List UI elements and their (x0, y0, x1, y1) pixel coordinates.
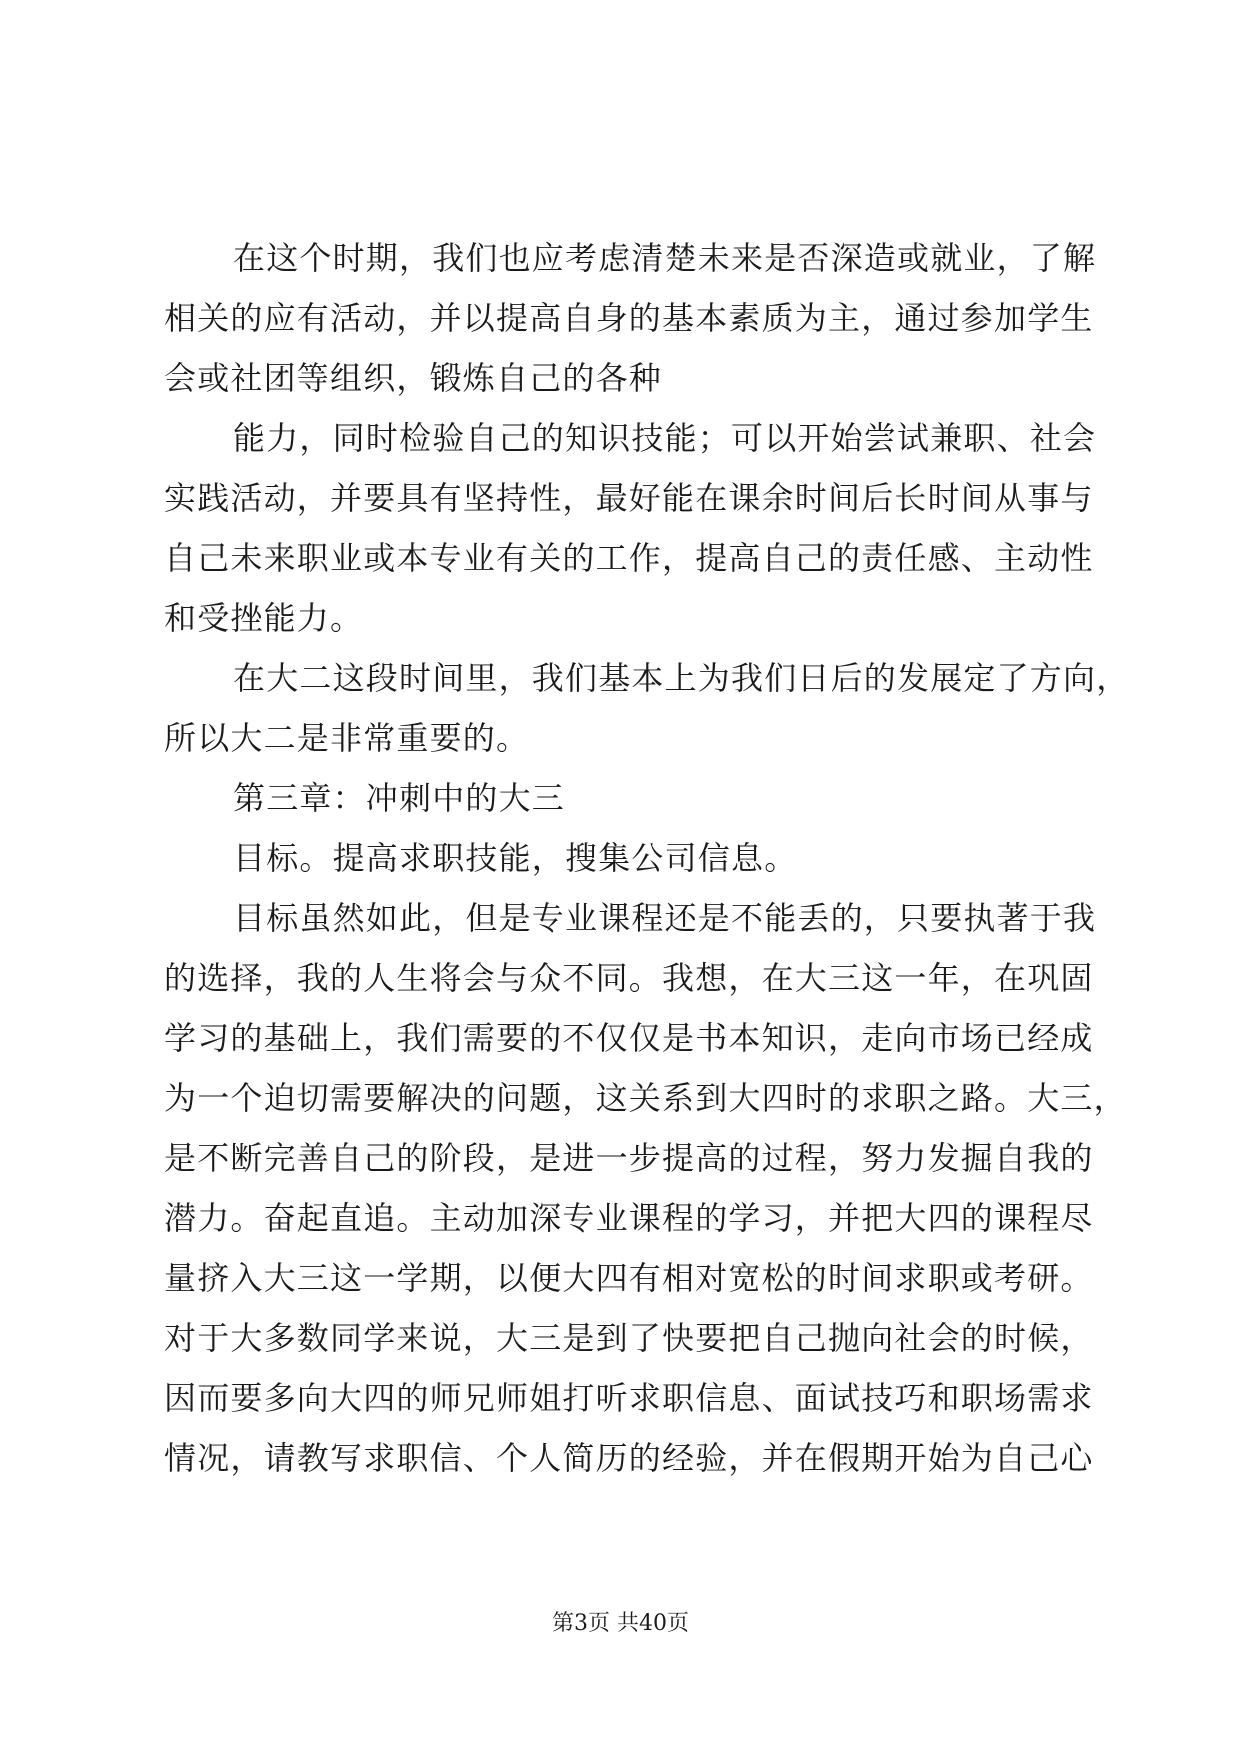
text-line: 所以大二是非常重要的。 (164, 719, 530, 757)
text-line: 会或社团等组织，锻炼自己的各种 (164, 359, 663, 397)
text-line: 情况，请教写求职信、个人简历的经验，并在假期开始为自己心 (164, 1439, 1094, 1477)
text-line: 自己未来职业或本专业有关的工作，提高自己的责任感、主动性 (164, 539, 1094, 577)
text-line: 是不断完善自己的阶段，是进一步提高的过程，努力发掘自我的 (164, 1139, 1094, 1177)
text-line: 和受挫能力。 (164, 599, 364, 637)
chapter-heading: 第三章：冲刺中的大三 (233, 779, 566, 817)
text-line: 能力，同时检验自己的知识技能；可以开始尝试兼职、社会 (233, 419, 1097, 457)
text-line: 量挤入大三这一学期，以便大四有相对宽松的时间求职或考研。 (164, 1259, 1094, 1297)
text-line: 在这个时期，我们也应考虑清楚未来是否深造或就业，了解 (233, 239, 1097, 277)
text-line: 对于大多数同学来说，大三是到了快要把自己抛向社会的时候， (164, 1319, 1094, 1357)
text-line: 实践活动，并要具有坚持性，最好能在课余时间后长时间从事与 (164, 479, 1094, 517)
text-line: 潜力。奋起直追。主动加深专业课程的学习，并把大四的课程尽 (164, 1199, 1094, 1237)
text-line: 学习的基础上，我们需要的不仅仅是书本知识，走向市场已经成 (164, 1019, 1094, 1057)
page-footer: 第3页 共40页 (552, 1611, 689, 1636)
text-line: 相关的应有活动，并以提高自身的基本素质为主，通过参加学生 (164, 299, 1094, 337)
text-line: 为一个迫切需要解决的问题，这关系到大四时的求职之路。大三， (164, 1079, 1127, 1117)
text-line: 目标虽然如此，但是专业课程还是不能丢的，只要执著于我 (233, 899, 1097, 937)
body-text (164, 228, 1130, 1488)
text-line: 因而要多向大四的师兄师姐打听求职信息、面试技巧和职场需求 (164, 1379, 1094, 1417)
text-line: 的选择，我的人生将会与众不同。我想，在大三这一年，在巩固 (164, 959, 1094, 997)
text-line: 目标。提高求职技能，搜集公司信息。 (233, 839, 798, 877)
text-line: 在大二这段时间里，我们基本上为我们日后的发展定了方向， (233, 659, 1130, 697)
